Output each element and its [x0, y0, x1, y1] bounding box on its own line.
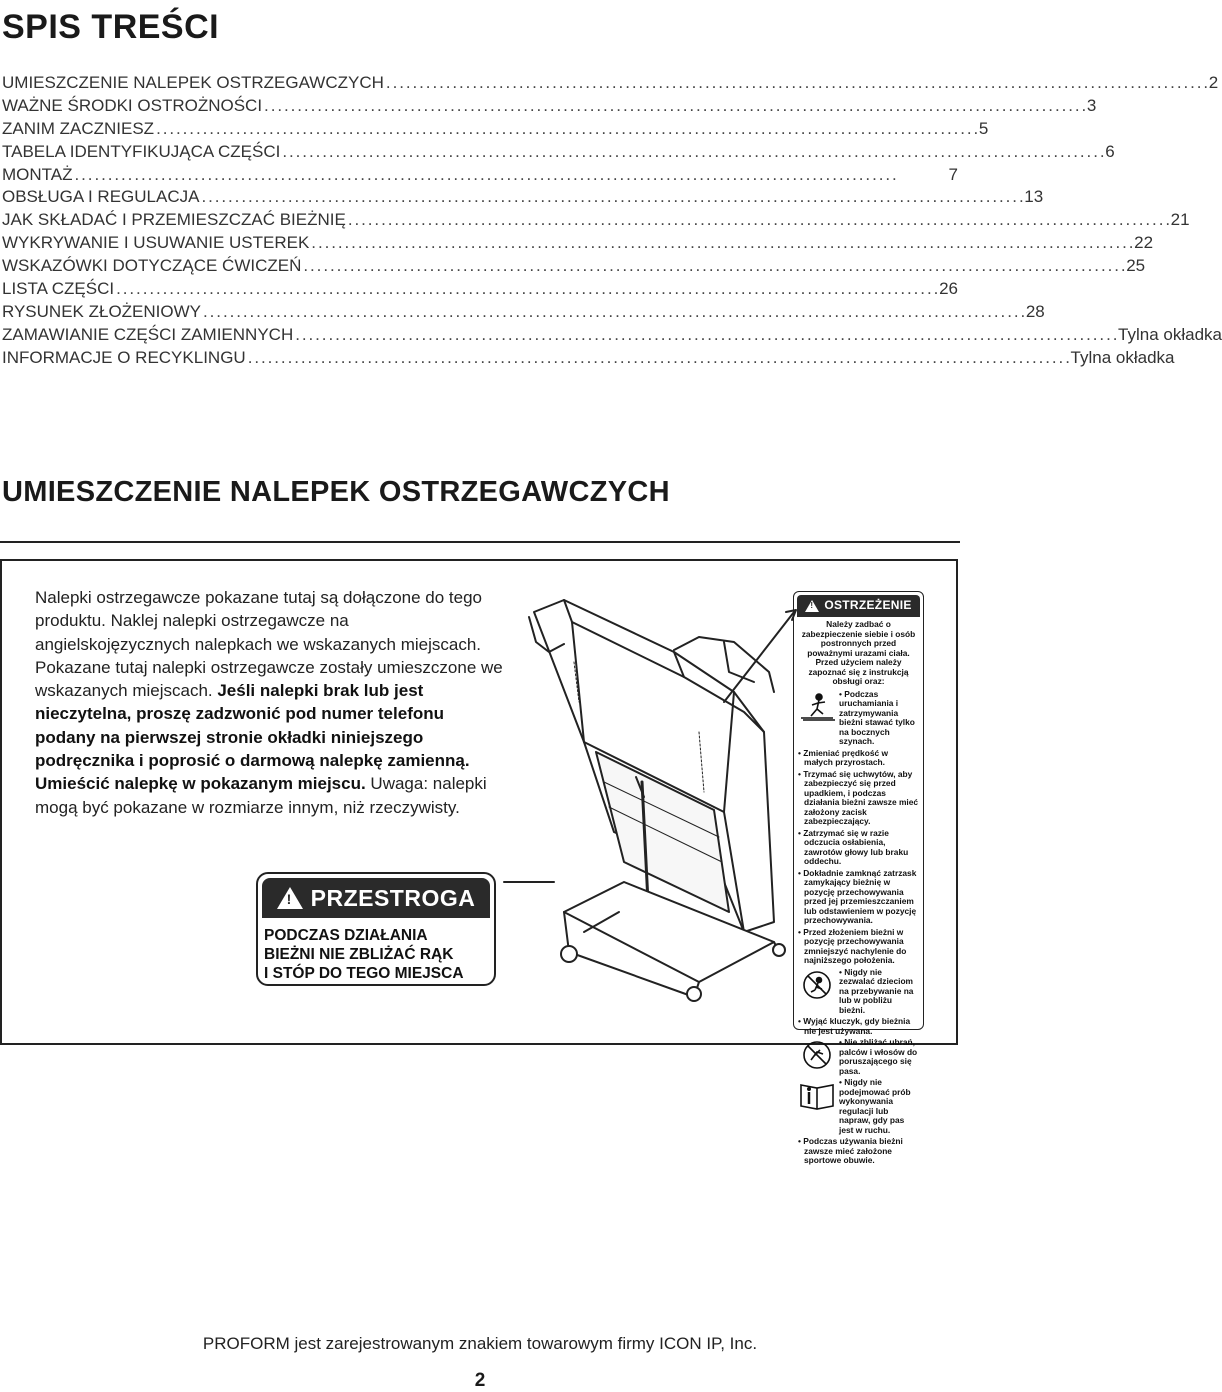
no-hands-icon [797, 1040, 837, 1070]
section-heading: UMIESZCZENIE NALEPEK OSTRZEGAWCZYCH [2, 476, 670, 508]
toc-leader-dots [295, 325, 1116, 345]
caution-title: PRZESTROGA [310, 884, 476, 911]
toc-title: WSKAZÓWKI DOTYCZĄCE ĆWICZEŃ [2, 256, 302, 276]
warning-item [794, 689, 923, 748]
warning-triangle-icon: ! [277, 887, 303, 909]
toc-page: 22 [1134, 233, 1154, 253]
toc-title: ZANIM ZACZNIESZ [2, 118, 155, 138]
warning-title: OSTRZEŻENIE [824, 598, 912, 613]
toc-leader-dots [282, 142, 1103, 162]
toc-entry[interactable] [2, 118, 989, 142]
warning-text: • Podczas uruchamiania i zatrzymywania bieżni stawać tylko na bocznych szynach. [839, 688, 915, 746]
table-of-contents [2, 73, 1222, 371]
warning-item: • Zatrzymać się w razie odczucia osłabienia, zawrotów głowy lub braku oddechu. [798, 827, 909, 866]
warning-item: • Podczas używania bieżni zawsze mieć założone sportowe obuwie. [798, 1136, 903, 1165]
caution-line: PODCZAS DZIAŁANIA [264, 927, 428, 944]
toc-leader-dots [201, 187, 1022, 207]
warning-intro: Należy zadbać o zabezpieczenie siebie i osób postronnych przed poważnymi urazami ciała. Przed użyciem należy zapoznać się z instrukcją obsługi oraz: [801, 619, 916, 686]
toc-page: 3 [1086, 95, 1097, 115]
toc-entry[interactable] [2, 233, 1154, 256]
toc-leader-dots [116, 279, 937, 299]
toc-entry[interactable] [2, 347, 1175, 371]
warning-item: • Dokładnie zamknąć zatrzask zamykający bieżnię w pozycję przechowywania przed jej przemieszczaniem lub odstawieniem w pozycję przechowywania. [798, 867, 917, 925]
toc-page: Tylna okładka [1118, 324, 1222, 344]
toc-leader-dots [311, 233, 1132, 253]
toc-leader-dots [303, 256, 1124, 276]
toc-leader-dots [386, 73, 1207, 93]
warning-text: • Nigdy nie podejmować prób wykonywania regulacji lub napraw, gdy pas jest w ruchu. [839, 1077, 911, 1135]
toc-leader-dots [348, 210, 1169, 230]
warning-item: • Wyjąć kluczyk, gdy bieżnia nie jest używana. [798, 1016, 911, 1036]
toc-title: WAŻNE ŚRODKI OSTROŻNOŚCI [2, 95, 263, 115]
warning-header [797, 595, 920, 617]
toc-entry[interactable] [2, 187, 1044, 210]
warning-item [794, 1037, 923, 1077]
warning-item [794, 1077, 923, 1136]
toc-page: 5 [978, 118, 989, 138]
toc-page: 25 [1126, 256, 1146, 276]
caution-label [256, 872, 496, 986]
caution-line: I STÓP DO TEGO MIEJSCA [264, 965, 464, 982]
intro-bold-text: Jeśli nalepki brak lub jest nieczytelna, proszę zadzwonić pod numer telefonu podany na pierwszej stronie okładki niniejszego podręcznika i poprosić o darmową nalepkę zamienną. Umieścić nalepkę w pokazanym miejscu. [35, 681, 470, 794]
toc-page: 2 [1208, 73, 1219, 92]
toc-entry[interactable] [2, 141, 1115, 165]
toc-leader-dots [156, 119, 977, 139]
no-children-icon [797, 970, 837, 1000]
toc-entry[interactable] [2, 301, 1045, 325]
toc-page: 26 [939, 279, 958, 299]
toc-page: 13 [1024, 187, 1044, 207]
toc-title: UMIESZCZENIE NALEPEK OSTRZEGAWCZYCH [2, 73, 384, 92]
warning-triangle-icon: ! [805, 600, 819, 612]
toc-entry[interactable] [2, 256, 1146, 279]
toc-page: 28 [1025, 301, 1045, 321]
intro-text: Nalepki ostrzegawcze pokazane tutaj są dołączone do tego produktu. Naklej nalepki ostrzegawcze na angielskojęzycznych nalepkach we wskazanych miejscach. Pokazane tutaj nalepki ostrzegawcze zostały umieszczone we wskazanych miejscach. [35, 588, 503, 701]
warning-item: • Przed złożeniem bieżni w pozycję przechowywania zmniejszyć nachylenie do najniższego położenia. [798, 926, 907, 965]
toc-title: TABELA IDENTYFIKUJĄCA CZĘŚCI [2, 141, 281, 161]
toc-title: JAK SKŁADAĆ I PRZEMIESZCZAĆ BIEŻNIĘ [2, 210, 346, 230]
toc-entry[interactable] [2, 279, 958, 302]
toc-entry[interactable] [2, 95, 1097, 119]
caution-header [262, 878, 490, 918]
warning-label [793, 591, 924, 1165]
toc-leader-dots [264, 96, 1085, 116]
caution-line: BIEŻNI NIE ZBLIŻAĆ RĄK [264, 946, 454, 963]
toc-leader-dots [75, 165, 947, 185]
toc-title: INFORMACJE O RECYKLINGU [2, 347, 246, 367]
section-divider [0, 541, 960, 543]
read-manual-icon [797, 1080, 837, 1110]
toc-page: 21 [1170, 210, 1190, 230]
toc-entry[interactable] [2, 73, 1219, 96]
warning-text: • Nie zbliżać ubrań, palców i włosów do poruszającego się pasa. [839, 1037, 918, 1076]
toc-page: 6 [1105, 141, 1115, 161]
toc-title: MONTAŻ [2, 164, 73, 184]
warning-item: • Zmieniać prędkość w małych przyrostach. [798, 747, 888, 767]
trademark-notice: PROFORM jest zarejestrowanym znakiem towarowym firmy ICON IP, Inc. [202, 1334, 758, 1353]
toc-title: ZAMAWIANIE CZĘŚCI ZAMIENNYCH [2, 324, 294, 344]
intro-paragraph [35, 586, 505, 819]
toc-entry[interactable] [2, 210, 1190, 233]
toc-page: 7 [948, 164, 958, 184]
toc-entry[interactable] [2, 324, 1222, 348]
warning-item [794, 967, 923, 1017]
treadmill-illustration [524, 582, 804, 1004]
warning-item: • Trzymać się uchwytów, aby zabezpieczyć się przed upadkiem, i podczas działania bieżni zawsze mieć założony zacisk zabezpieczający. [798, 768, 919, 826]
toc-title: LISTA CZĘŚCI [2, 279, 115, 299]
page-number: 2 [474, 1370, 486, 1391]
warning-text: • Nigdy nie zezwalać dzieciom na przebywanie na lub w pobliżu bieżni. [839, 966, 914, 1015]
page-title: SPIS TREŚCI [2, 8, 220, 46]
toc-title: WYKRYWANIE I USUWANIE USTEREK [2, 233, 310, 253]
toc-title: OBSŁUGA I REGULACJA [2, 187, 200, 207]
toc-page: Tylna okładka [1070, 347, 1175, 367]
caution-text [258, 922, 494, 983]
step-on-rails-icon [797, 692, 837, 722]
toc-leader-dots [248, 348, 1069, 368]
toc-entry[interactable] [2, 165, 958, 188]
toc-title: RYSUNEK ZŁOŻENIOWY [2, 301, 201, 321]
toc-leader-dots [203, 302, 1024, 322]
intro-note: Uwaga: nalepki mogą być pokazane w rozmiarze innym, niż rzeczywisty. [35, 774, 487, 817]
